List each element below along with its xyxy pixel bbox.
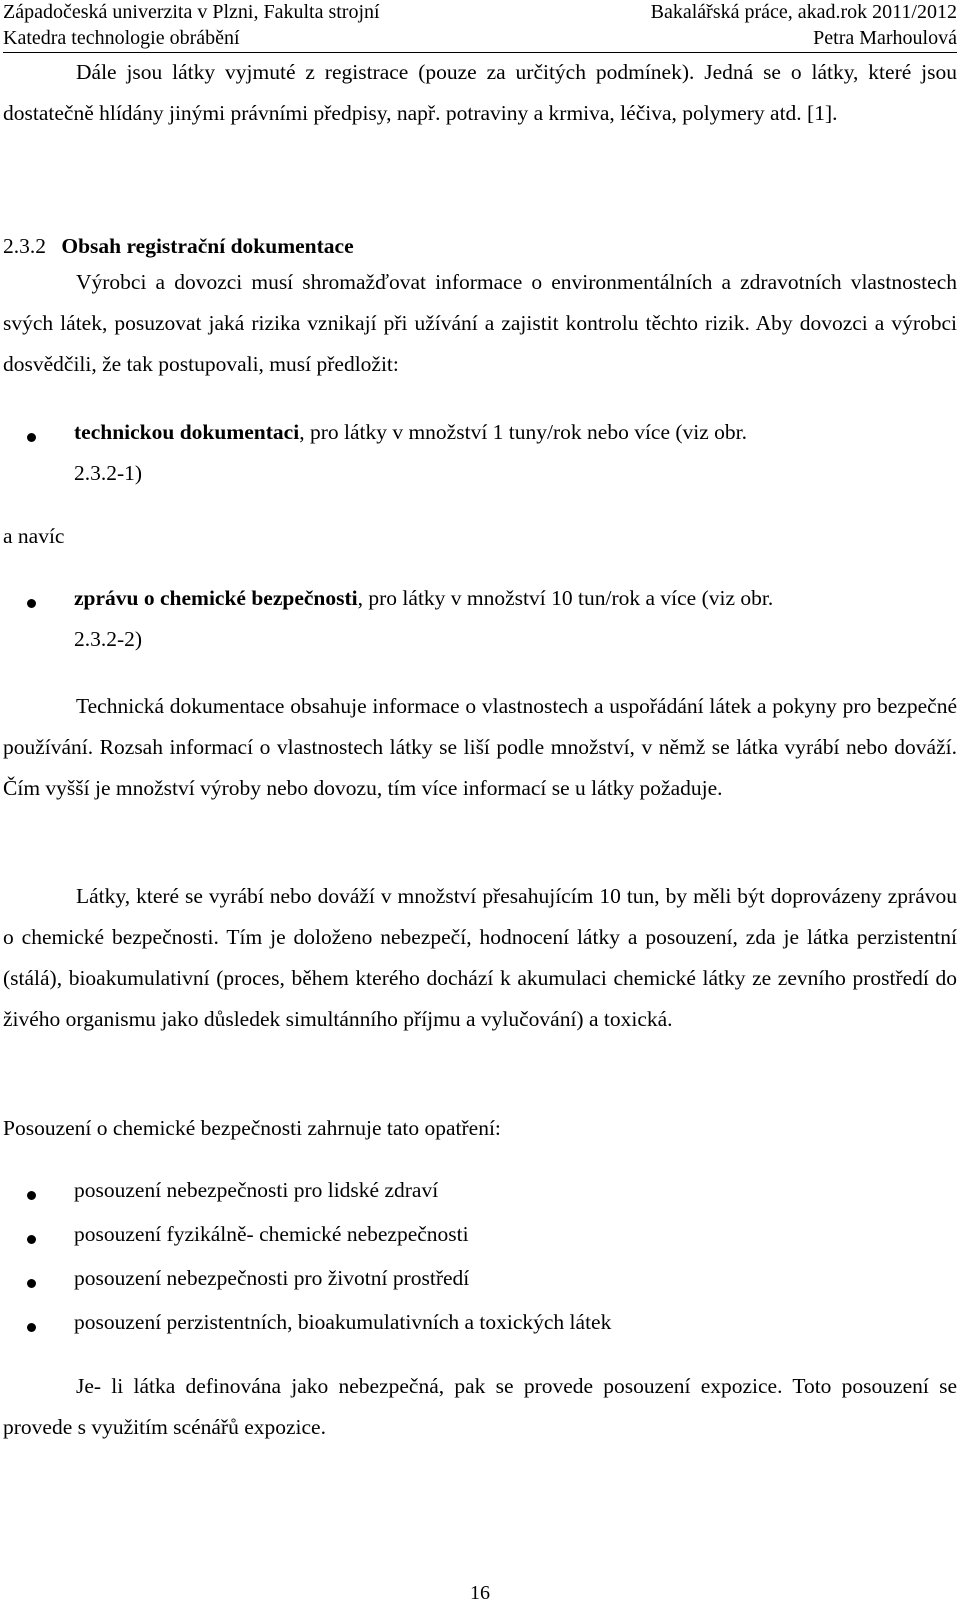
header-university: Západočeská univerzita v Plzni, Fakulta strojní (3, 1, 380, 23)
bullet-a-close: ) (134, 461, 143, 485)
bullet-technical-documentation (74, 412, 957, 494)
paragraph-exemptions: Dále jsou látky vyjmuté z registrace (pouze za určitých podmínek). Jedná se o látky, které jsou dostatečně hlídány jinými právními předpisy, např. potraviny a krmiva, léčiva, polymery atd. [1]. (3, 60, 957, 125)
bullet-icon (27, 1279, 36, 1288)
header-author: Petra Marhoulová (813, 27, 957, 49)
bullet-safety-report (74, 578, 957, 660)
header-department: Katedra technologie obrábění (3, 27, 240, 49)
section-number: 2.3.2 (3, 234, 46, 258)
assessment-intro: Posouzení o chemické bezpečnosti zahrnuje tato opatření: (3, 1116, 501, 1140)
section-heading (3, 226, 957, 267)
paragraph-obligations: Výrobci a dovozci musí shromažďovat informace o environmentálních a zdravotních vlastnostech svých látek, posuzovat jaká rizika vznikají při užívání a zajistit kontrolu těchto rizik. Aby dovozci a výrobci dosvědčili, že tak postupovali, musí předložit: (3, 270, 957, 376)
bullet-b-text: , pro látky v množství 10 tun/rok a více (viz obr. (357, 586, 774, 610)
list-item: posouzení nebezpečnosti pro lidské zdraví (74, 1178, 439, 1202)
bullet-b-ref: 2.3.2-2 (74, 627, 135, 651)
paragraph-safety-report: Látky, které se vyrábí nebo dováží v množství přesahujícím 10 tun, by měli být doprovázeny zprávou o chemické bezpečnosti. Tím je doloženo nebezpečí, hodnocení látky a posouzení, zda je látka perzistentní (stálá), bioakumulativní (proces, během kterého dochází k akumulaci chemické látky ze zevního prostředí do živého organismu jako důsledek simultánního příjmu a vylučování) a toxická. (3, 884, 957, 1031)
list-item: posouzení nebezpečnosti pro životní prostředí (74, 1266, 470, 1290)
header-thesis: Bakalářská práce, akad.rok 2011/2012 (650, 1, 957, 23)
bullet-a-ref: 2.3.2-1 (74, 461, 135, 485)
bullet-a-text: , pro látky v množství 1 tuny/rok nebo více (viz obr. (299, 420, 748, 444)
connector-text: a navíc (3, 524, 65, 548)
bullet-icon (27, 1323, 36, 1332)
bullet-a-bold: technickou dokumentaci (74, 420, 300, 444)
bullet-icon (27, 1191, 36, 1200)
list-item: posouzení fyzikálně- chemické nebezpečnosti (74, 1222, 469, 1246)
paragraph-exposure: Je- li látka definována jako nebezpečná, pak se provede posouzení expozice. Toto posouzení se provede s využitím scénářů expozice. (3, 1374, 957, 1439)
section-title: Obsah registrační dokumentace (61, 234, 354, 258)
bullet-b-close: ) (134, 627, 143, 651)
list-item: posouzení perzistentních, bioakumulativních a toxických látek (74, 1310, 612, 1334)
bullet-b-bold: zprávu o chemické bezpečnosti (74, 586, 358, 610)
bullet-icon (27, 433, 36, 442)
paragraph-technical-documentation: Technická dokumentace obsahuje informace o vlastnostech a uspořádání látek a pokyny pro bezpečné používání. Rozsah informací o vlastnostech látky se liší podle množství, v němž se látka vyrábí nebo dováží. Čím vyšší je množství výroby nebo dovozu, tím více informací se u látky požaduje. (3, 694, 957, 800)
bullet-icon (27, 599, 36, 608)
bullet-icon (27, 1235, 36, 1244)
page-number: 16 (470, 1582, 490, 1604)
